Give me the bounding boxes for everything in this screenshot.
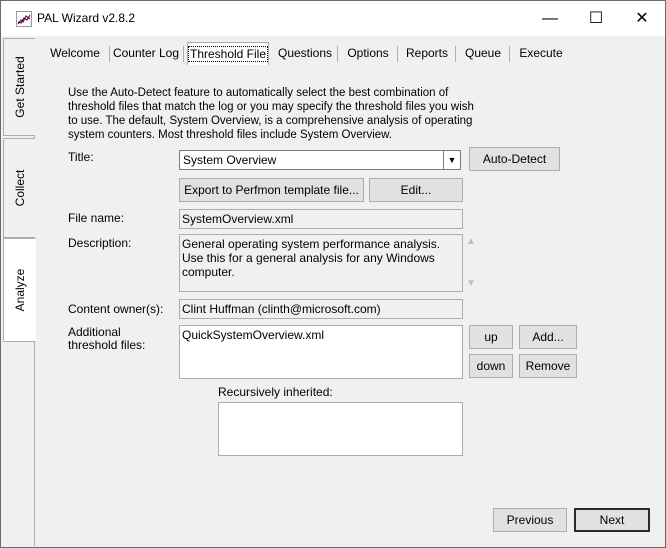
title-dropdown[interactable] <box>179 150 461 170</box>
tab-threshold-file-label: Threshold File <box>189 47 267 61</box>
scroll-up-arrow-icon: ▲ <box>466 236 476 247</box>
tab-options[interactable] <box>339 43 397 65</box>
auto-detect-button[interactable]: Auto-Detect <box>469 147 560 171</box>
list-item[interactable]: QuickSystemOverview.xml <box>182 328 325 342</box>
top-tab-strip <box>37 41 663 65</box>
scroll-down-arrow-icon: ▼ <box>466 278 476 289</box>
tab-queue-label: Queue <box>464 46 502 60</box>
content-owner-field: Clint Huffman (clinth@microsoft.com) <box>179 299 463 319</box>
recursive-inherited-list[interactable] <box>218 402 463 456</box>
tab-collect-label: Collect <box>12 169 27 207</box>
remove-file-button[interactable]: Remove <box>519 354 577 378</box>
content-owner-label: Content owner(s): <box>68 302 164 316</box>
additional-threshold-list[interactable] <box>179 325 463 379</box>
tab-analyze[interactable] <box>3 238 36 342</box>
add-file-button[interactable]: Add... <box>519 325 577 349</box>
tab-get-started-label: Get Started <box>12 56 27 118</box>
tab-questions[interactable] <box>273 43 337 65</box>
title-bar <box>1 1 665 36</box>
app-chart-icon <box>16 11 32 27</box>
move-up-button[interactable]: up <box>469 325 513 349</box>
description-field: General operating system performance analysis. Use this for a general analysis for any Windows computer. <box>179 234 463 292</box>
tab-execute[interactable] <box>511 43 571 65</box>
close-button[interactable]: ✕ <box>635 10 649 27</box>
move-down-button[interactable]: down <box>469 354 513 378</box>
tab-execute-label: Execute <box>519 46 563 60</box>
file-name-field: SystemOverview.xml <box>179 209 463 229</box>
tab-queue[interactable] <box>457 43 509 65</box>
tab-reports-label: Reports <box>405 46 449 60</box>
edit-button[interactable]: Edit... <box>369 178 463 202</box>
threshold-file-pane <box>37 65 663 546</box>
minimize-button[interactable]: — <box>542 10 558 27</box>
tab-welcome[interactable] <box>41 43 109 65</box>
title-label: Title: <box>68 150 94 164</box>
tab-collect[interactable] <box>3 138 35 238</box>
file-name-label: File name: <box>68 211 125 225</box>
intro-text: Use the Auto-Detect feature to automatically select the best combination of threshold files that match the log or you may specify the threshold files you wish to use. The default, System Overview, is a comprehensive analysis of operating system counters. Most threshold files include System Overview. <box>68 87 474 141</box>
left-tab-strip <box>3 38 35 546</box>
description-label: Description: <box>68 236 132 250</box>
tab-analyze-label: Analyze <box>12 268 27 312</box>
previous-button[interactable]: Previous <box>493 508 567 532</box>
export-perfmon-button[interactable]: Export to Perfmon template file... <box>179 178 364 202</box>
tab-options-label: Options <box>347 46 389 60</box>
tab-questions-label: Questions <box>277 46 333 60</box>
window-title: PAL Wizard v2.8.2 <box>37 11 136 25</box>
tab-threshold-file[interactable] <box>187 42 269 66</box>
chevron-down-icon[interactable]: ▼ <box>443 151 460 169</box>
tab-counter-log-label: Counter Log <box>112 46 180 60</box>
maximize-button[interactable]: ☐ <box>588 10 604 27</box>
tab-welcome-label: Welcome <box>50 46 100 60</box>
title-dropdown-value: System Overview <box>183 153 277 167</box>
additional-threshold-label: Additional threshold files: <box>68 325 146 352</box>
next-button[interactable]: Next <box>574 508 650 532</box>
recursive-inherited-label: Recursively inherited: <box>218 385 333 399</box>
tab-counter-log[interactable] <box>109 43 183 65</box>
tab-get-started[interactable] <box>3 38 35 136</box>
tab-reports[interactable] <box>399 43 455 65</box>
